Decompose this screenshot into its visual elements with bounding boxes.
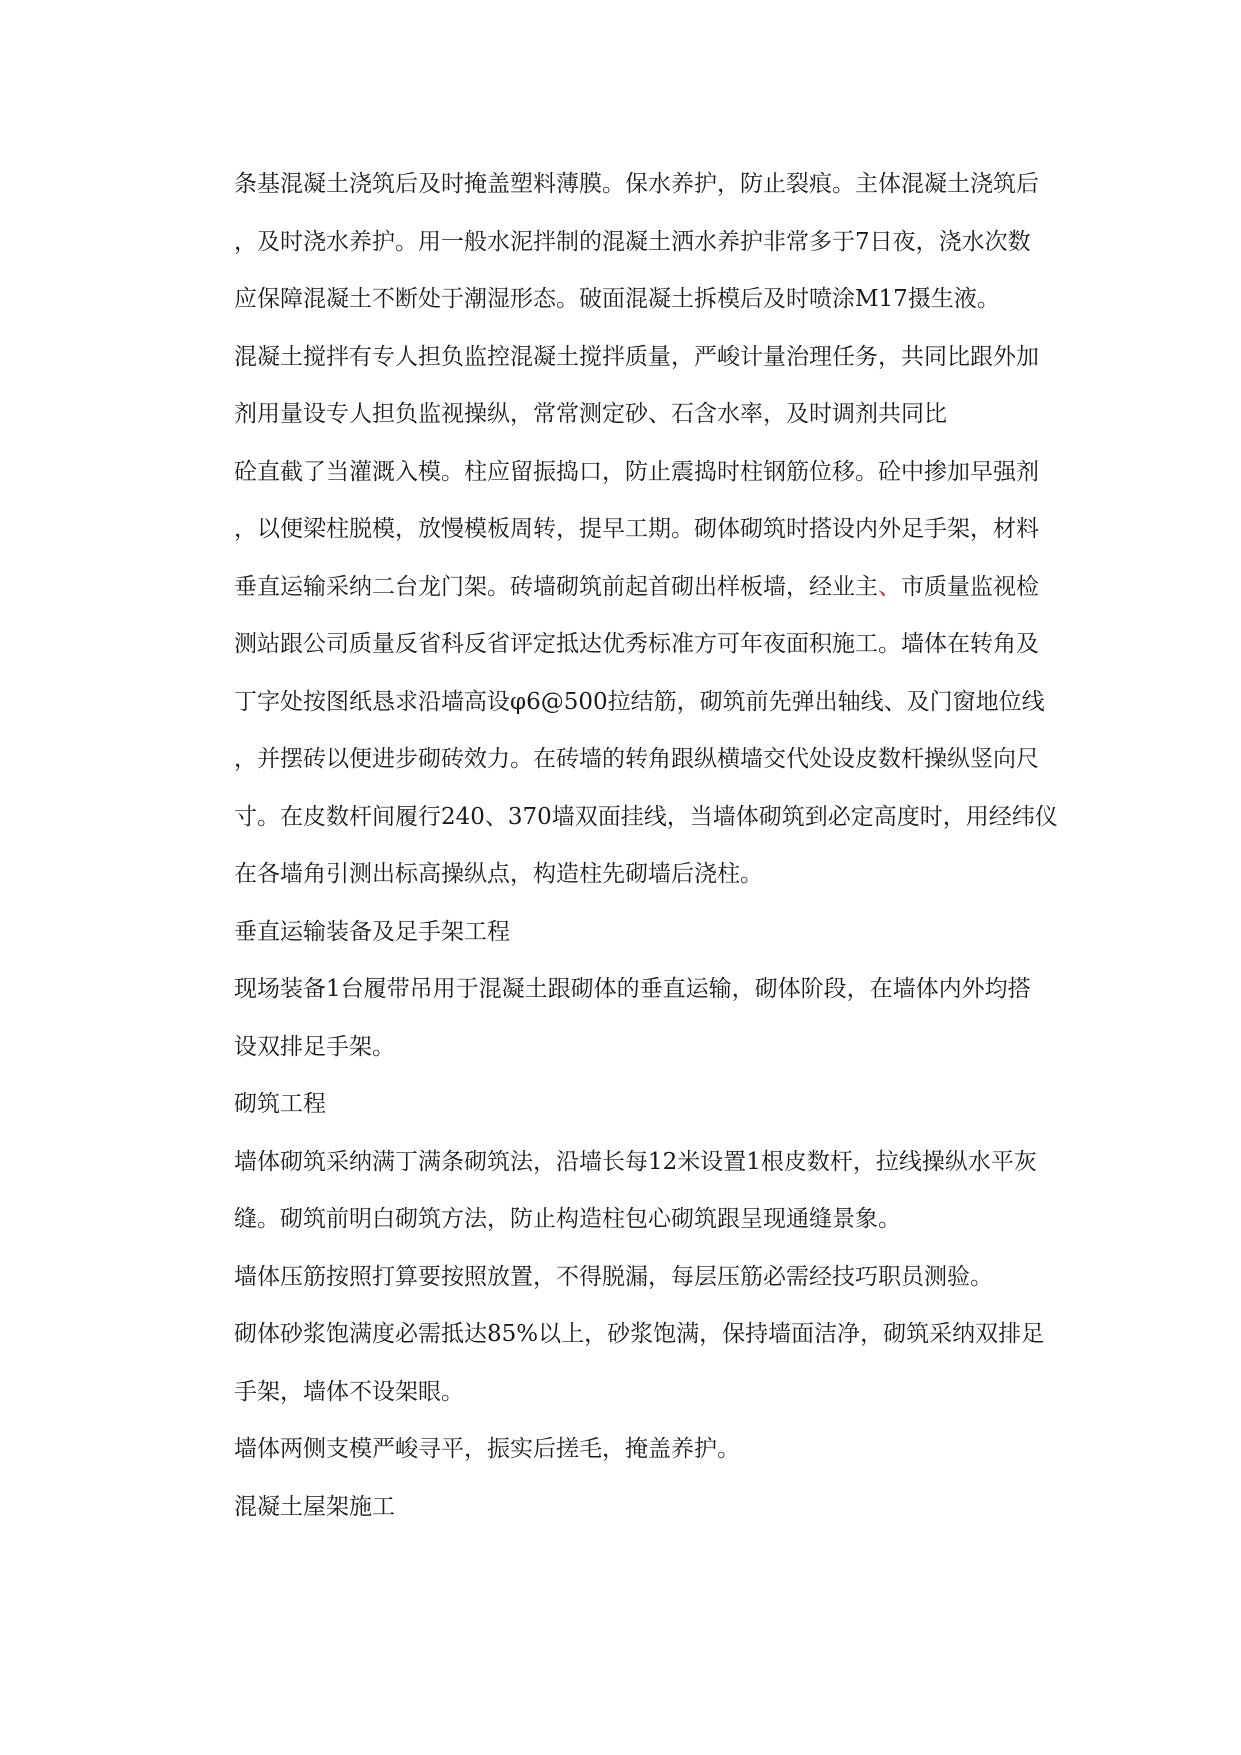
text-line: 砼直截了当灌溉入模。柱应留振捣口，防止震捣时柱钢筋位移。砼中掺加早强剂: [234, 458, 1039, 485]
text-line: 手架，墙体不设架眼。: [234, 1378, 464, 1405]
text-line: 条基混凝土浇筑后及时掩盖塑料薄膜。保水养护，防止裂痕。主体混凝土浇筑后: [234, 171, 1039, 197]
text-line: 设双排足手架。: [234, 1033, 395, 1060]
text-line: 缝。砌筑前明白砌筑方法，防止构造柱包心砌筑跟呈现通缝景象。: [234, 1206, 901, 1232]
text-line: 墙体压筋按照打算要按照放置，不得脱漏，每层压筋必需经技巧职员测验。: [234, 1263, 993, 1290]
section-heading: 混凝土屋架施工: [234, 1493, 395, 1520]
text-line: ，以便梁柱脱模，放慢模板周转，提早工期。砌体砌筑时搭设内外足手架，材料: [234, 516, 1039, 542]
text-line: ，并摆砖以便进步砌砖效力。在砖墙的转角跟纵横墙交代处设皮数杆操纵竖向尺: [234, 746, 1039, 772]
text-line: 混凝土搅拌有专人担负监控混凝土搅拌质量，严峻计量治理任务，共同比跟外加: [234, 343, 1039, 370]
section-heading: 砌筑工程: [234, 1091, 326, 1117]
text-segment: 垂直运输采纳二台龙门架。砖墙砌筑前起首砌出样板墙，经业主: [234, 573, 878, 600]
text-line: 测站跟公司质量反省科反省评定抵达优秀标准方可年夜面积施工。墙体在转角及: [234, 631, 1039, 657]
red-punctuation-mark: 、: [878, 573, 901, 600]
text-line: [234, 559, 1114, 617]
text-line: 剂用量设专人担负监视操纵，常常测定砂、石含水率，及时调剂共同比: [234, 401, 947, 427]
text-line: 墙体砌筑采纳满丁满条砌筑法，沿墙长每12米设置1根皮数杆，拉线操纵水平灰: [234, 1148, 1037, 1175]
section-heading: 垂直运输装备及足手架工程: [234, 918, 510, 945]
document-body: [234, 156, 1114, 1536]
text-line: ，及时浇水养护。用一般水泥拌制的混凝土洒水养护非常多于7日夜，浇水次数: [234, 228, 1031, 255]
text-line: 在各墙角引测出标高操纵点，构造柱先砌墙后浇柱。: [234, 861, 763, 887]
text-line: 丁字处按图纸恳求沿墙高设φ6@500拉结筋，砌筑前先弹出轴线、及门窗地位线: [234, 688, 1045, 715]
text-line: 砌体砂浆饱满度必需抵达85%以上，砂浆饱满，保持墙面洁净，砌筑采纳双排足: [234, 1321, 1045, 1347]
text-line: 寸。在皮数杆间履行240、370墙双面挂线，当墙体砌筑到必定高度时，用经纬仪: [234, 803, 1058, 830]
text-line: 墙体两侧支模严峻寻平，振实后搓毛，掩盖养护。: [234, 1436, 740, 1462]
text-line: 现场装备1台履带吊用于混凝土跟砌体的垂直运输，砌体阶段，在墙体内外均搭: [234, 976, 1031, 1002]
text-segment: 市质量监视检: [901, 573, 1039, 600]
text-line: 应保障混凝土不断处于潮湿形态。破面混凝土拆模后及时喷涂M17摄生液。: [234, 286, 1000, 312]
